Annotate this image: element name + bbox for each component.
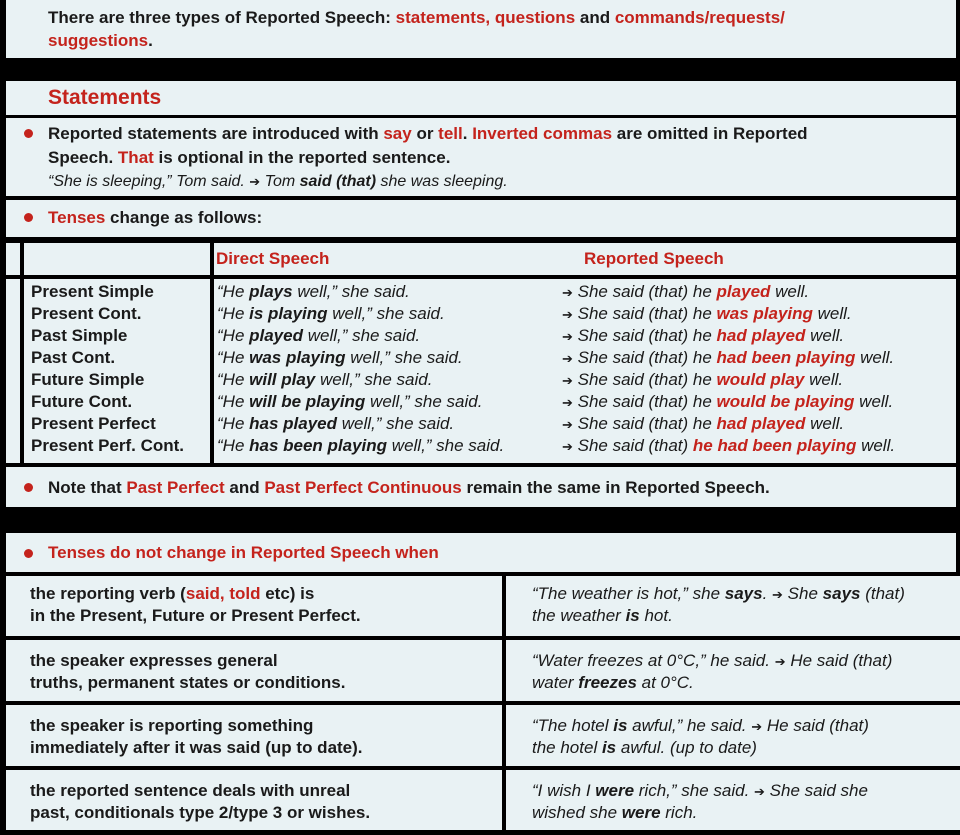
nochange-r1-l2: in the Present, Future or Present Perfect. [30,606,361,625]
reported-speech-example: ➔ She said (that) he had played well. [562,326,845,345]
arrow-icon: ➔ [562,439,573,454]
statements-panel [6,118,956,196]
nochange-r2-e1: “Water freezes at 0°C,” he said. ➔ He said (that) [532,651,893,670]
nochange-r3-e1: “The hotel is awful,” he said. ➔ He said (that) [532,716,869,735]
nochange-r1-l1: the reporting verb (said, told etc) is [30,584,315,603]
nochange-row-2-right [506,640,960,701]
reported-speech-example: ➔ She said (that) he played well. [562,282,810,301]
tense-table-left-rule [22,279,24,463]
tense-table-header-left [24,243,210,275]
nochange-r2-l2: truths, permanent states or conditions. [30,673,346,692]
reported-speech-example: ➔ She said (that) he would be playing well. [562,392,894,411]
statements-heading-panel [6,81,956,115]
tense-name: Future Cont. [31,392,133,411]
tenses-heading-panel [6,200,956,237]
statements-line-2: Speech. That is optional in the reported sentence. [48,148,451,167]
nochange-r2-l1: the speaker expresses general [30,651,278,670]
nochange-heading: Tenses do not change in Reported Speech when [48,543,439,562]
nochange-r2-e2: water freezes at 0°C. [532,673,694,692]
arrow-icon: ➔ [751,719,763,734]
tense-table-divider [210,279,214,463]
statements-line-1: Reported statements are introduced with say or tell. Inverted commas are omitted in Reported [48,124,808,143]
statements-heading: Statements [48,86,162,109]
arrow-icon: ➔ [772,587,783,602]
tense-name: Present Perfect [31,414,156,433]
intro-line-2: suggestions. [48,31,153,50]
arrow-icon: ➔ [754,784,765,799]
arrow-icon: ➔ [562,285,573,300]
reported-speech-example: ➔ She said (that) he had been playing well. [562,348,895,367]
nochange-r3-e2: the hotel is awful. (up to date) [532,738,757,757]
reported-speech-example: ➔ She said (that) he would play well. [562,370,844,389]
tense-name: Present Perf. Cont. [31,436,185,455]
reported-speech-example: ➔ She said (that) he had played well. [562,414,845,433]
direct-speech-example: “He was playing well,” she said. [217,348,463,367]
tenses-heading: Tenses change as follows: [48,208,263,227]
bullet-icon [24,213,33,222]
nochange-row-4-left [6,770,502,830]
nochange-r3-l1: the speaker is reporting something [30,716,314,735]
arrow-icon: ➔ [562,307,573,322]
direct-speech-example: “He will play well,” she said. [217,370,433,389]
tense-name: Future Simple [31,370,145,389]
note-panel [6,467,956,507]
nochange-row-4-right [506,770,960,830]
note-text: Note that Past Perfect and Past Perfect Continuous remain the same in Reported Speech. [48,478,770,497]
direct-speech-example: “He has played well,” she said. [217,414,455,433]
direct-speech-example: “He has been playing well,” she said. [217,436,505,455]
tense-table-edge-body [6,279,20,463]
nochange-row-2-left [6,640,502,701]
statements-example: “She is sleeping,” Tom said. ➔ Tom said (that) she was sleeping. [48,173,508,190]
tense-name: Present Simple [31,282,154,301]
arrow-icon: ➔ [562,329,573,344]
tense-table-header [214,243,956,275]
nochange-row-3-right [506,705,960,766]
nochange-row-3-left [6,705,502,766]
col-reported-speech: Reported Speech [584,249,724,268]
nochange-r4-l2: past, conditionals type 2/type 3 or wishes. [30,803,371,822]
nochange-row-1-right [506,576,960,636]
nochange-r1-e1: “The weather is hot,” she says. ➔ She says (that) [532,584,905,603]
nochange-r4-e1: “I wish I were rich,” she said. ➔ She said she [532,781,868,800]
nochange-r1-e2: the weather is hot. [532,606,673,625]
tense-table-edge [6,243,20,275]
intro-line-1: There are three types of Reported Speech: statements, questions and commands/requests/ [48,8,785,27]
direct-speech-example: “He plays well,” she said. [217,282,410,301]
nochange-row-1-left [6,576,502,636]
direct-speech-example: “He is playing well,” she said. [217,304,445,323]
tense-name: Present Cont. [31,304,142,323]
arrow-icon: ➔ [562,351,573,366]
bullet-icon [24,483,33,492]
bullet-icon [24,129,33,138]
bullet-icon [24,549,33,558]
nochange-r4-e2: wished she were rich. [532,803,698,822]
tense-name: Past Cont. [31,348,116,367]
tense-name: Past Simple [31,326,128,345]
arrow-icon: ➔ [562,417,573,432]
reported-speech-example: ➔ She said (that) he had been playing well. [562,436,896,455]
col-direct-speech: Direct Speech [216,249,330,268]
intro-panel [6,0,956,58]
direct-speech-example: “He will be playing well,” she said. [217,392,483,411]
reported-speech-example: ➔ She said (that) he was playing well. [562,304,852,323]
arrow-icon: ➔ [562,395,573,410]
arrow-icon: ➔ [774,654,786,669]
direct-speech-example: “He played well,” she said. [217,326,421,345]
nochange-r3-l2: immediately after it was said (up to date). [30,738,363,757]
nochange-r4-l1: the reported sentence deals with unreal [30,781,351,800]
nochange-heading-panel [6,533,956,572]
arrow-icon: ➔ [249,174,261,189]
arrow-icon: ➔ [562,373,573,388]
